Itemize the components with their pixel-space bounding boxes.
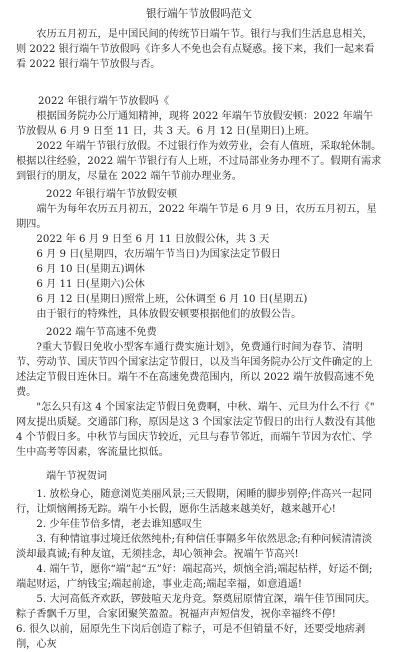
paragraph-toll-policy: ?重大节假日免收小型客车通行费实施计划》，免费通行时间为春节、清明节、劳动节、国庆节四个国家法定节假日，以及当年国务院办公厅文件确定的上述法定节假日连休日。端午不在高速免费范围内，所以 2022 端午放假高速不免费。 (16, 342, 375, 398)
wish-item-5: 5. 大河高低齐欢跃，锣鼓喧天龙舟竞。祭奠屈原情宜深，端午佳节围同庆。粽子香飘千万里，合家团聚笑盈盈。祝福声声短信发，祝你幸福终不停! (16, 594, 376, 620)
schedule-line-2: 6 月 10 日(星期五)调休 (36, 264, 145, 275)
paragraph-notice: 根据国务院办公厅通知精神，现将 2022 年端午节放假安顿：2022 年端午节放假从 6 月 9 日至 11 日，共 3 天。6 月 12 日(星期日)上班。 (16, 111, 374, 137)
paragraph-date: 端午为每年农历五月初五，2022 年端午节是 6 月 9 日，农历五月初五，星期四。 (16, 204, 377, 230)
wish-item-1: 1. 放松身心，随意浏览美丽风景;三天假期，闲睡的脚步别停;伴高兴一起同行，让烦恼阐扬无踪。端午小长假，愿你生活越来越美好，越来越开心! (16, 489, 373, 515)
paragraph-bank-special: 由于银行的特殊性，具体放假安顿要根据他们的放假公告。 (36, 309, 302, 320)
wish-item-2: 2. 少年佳节倍多情，老去谁知感叹生 (36, 519, 203, 530)
document-title: 银行端午节放假吗范文 (146, 8, 252, 20)
section-heading-holiday: 2022 年银行端午节放假吗《 (38, 96, 170, 107)
wish-item-4: 4. 端午节，愿你“端”起“五”好：端起高兴，烦恼全消;端起枯样，好运不倒;端起财运，广纳钱宝;端起前途，事业走高;端起幸福，如意逍遥! (16, 564, 373, 590)
schedule-line-1: 6 月 9 日(星期四，农历端午节当日)为国家法定节假日 (36, 249, 281, 260)
wish-item-6: 6. 很久以前，屈原先生下岗后创造了粽子，可是不但销量不好，还要受地痞剥削，心灰 (16, 624, 366, 650)
section-heading-arrangement: 2022 年银行端午节放假安顿 (46, 189, 178, 200)
paragraph-bank-service: 2022 年端午节银行放假。不过银行作为效劳业，会有人值班，采取轮休制。根据以往经验，2022 端午节银行有人上班，不过局部业务办理不了。假期有需求到银行的朋友，尽量在 2022 端午节前办理业务。 (16, 141, 382, 182)
section-heading-highway: 2022 端午节高速不免费 (46, 327, 157, 338)
section-heading-wishes: 端午节祝贺词 (46, 471, 108, 482)
paragraph-period: 2022 年 6 月 9 日至 6 月 11 日放假公休，共 3 天 (36, 234, 270, 245)
schedule-line-4: 6 月 12 日(星期日)照常上班，公休调至 6 月 10 日(星期五) (36, 294, 308, 305)
intro-paragraph: 农历五月初五，是中国民间的传统节日端午节。银行与我们生活息息相关，则 2022 银行端午节放假吗《许多人不免也会有点疑惑。接下来，我们一起来看看 2022 银行端午节放假与否。 (16, 29, 375, 70)
schedule-line-3: 6 月 11 日(星期六)公休 (36, 279, 145, 290)
paragraph-netizen-question: "怎么只有这 4 个国家法定节假日免费啊，中秋、端午、元旦为什么不行《" 网友提出质疑。交通部门称，原因是这 3 个国家法定节假日的出行人数没有其他 4 个节假日多。中秋节与国庆节较近，元旦与春节邻近，而端午节因为农忙、学生中高考等因素，客流量比拟低。 (16, 402, 376, 458)
wish-item-3: 3. 有种情谊事过境迁依然纯朴;有种信任事隔多年依然思念;有种问候清清淡淡却最真诚;有种友谊，无须挂念，却心领神会。祝端午节高兴! (16, 534, 373, 560)
